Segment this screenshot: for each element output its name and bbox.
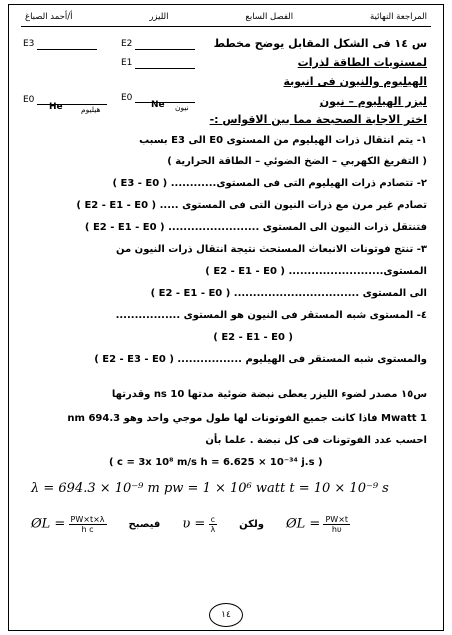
- q15-line1: س١٥ مصدر لضوء الليزر يعطى نبضة ضوئية مدتها 10 ns وقدرتها: [111, 389, 427, 400]
- q14-s6: المستوى......................... ( E2 - E1 - E0 ): [205, 266, 427, 277]
- q14-line3: الهيليوم والنيون فى انبوبة: [283, 75, 427, 88]
- q14-s7: الى المستوى ................................. ( E2 - E1 - E0 ): [150, 288, 427, 299]
- formula-photon-count: ØL = $\frac{PW\times t}{h\upsilon}$: [285, 515, 349, 534]
- q14-s8: ٤- المستوى شبه المستقر فى النيون هو المستوى .................: [115, 310, 427, 321]
- worksheet-page: [8, 4, 444, 631]
- header-author: أ/أحمد الصباغ: [25, 12, 73, 22]
- formula-photon-count-final: ØL = $\frac{PW\times t\times\lambda}{\text{h c}}$: [31, 515, 105, 534]
- header-topic: الليزر: [149, 12, 169, 22]
- fraction-photon-count: $\frac{PW\times t}{h\upsilon}$: [325, 515, 349, 534]
- ne-name: نيون: [175, 103, 189, 112]
- q15-line2: 1 Mwatt فاذا كانت جميع الفوتونات لها طول موجي واحد وهو 694.3 nm: [67, 413, 427, 424]
- ne-level-e1: [135, 68, 195, 69]
- fraction-frequency: $\frac{c}{\lambda}$: [210, 515, 216, 534]
- ne-level-e2: [135, 49, 195, 50]
- q14-s1: ١- يتم انتقال ذرات الهيليوم من المستوى E0 الى E3 بسبب: [139, 135, 427, 146]
- header-review: المراجعة النهائية: [369, 12, 427, 22]
- page-number: ١٤: [209, 603, 243, 627]
- he-level-e3: [37, 49, 97, 50]
- but-text: ولكن: [239, 519, 264, 530]
- e0-ne-label: E0: [121, 93, 133, 103]
- q14-line4: ليزر الهيليوم – نيون: [319, 95, 427, 108]
- q14-s9: ( E2 - E1 - E0 ): [213, 332, 293, 343]
- page-header: [25, 9, 427, 25]
- he-symbol: He: [49, 102, 63, 112]
- header-divider: [21, 26, 431, 27]
- q15-formula-row: [31, 515, 350, 534]
- e3-label: E3: [23, 39, 35, 49]
- header-chapter: الفصل السابع: [245, 12, 294, 22]
- q14-s1-options: ( التفريغ الكهربي – الضخ الضوئي – الطاقة الحرارية ): [167, 156, 427, 167]
- q14-s2: ٢- تتصادم ذرات الهيليوم التى فى المستوى............ ( E3 - E0 ): [112, 178, 427, 189]
- q14-instruction: اختر الاجابة الصحيحة مما بين الاقواس :-: [209, 113, 427, 126]
- q14-s3: تصادم غير مرن مع ذرات النيون التى فى المستوى ..... ( E2 - E1 - E0 ): [76, 200, 427, 211]
- ne-symbol: Ne: [151, 100, 165, 110]
- e2-label: E2: [121, 39, 133, 49]
- q14-line2: لمستويات الطاقة لذرات: [297, 56, 427, 69]
- q14-s4: فتنتقل ذرات النيون الى المستوى ........................ ( E2 - E1 - E0 ): [84, 222, 427, 233]
- q14-line1: س ١٤ فى الشكل المقابل يوضح مخطط: [213, 37, 427, 50]
- formula-frequency: υ = $\frac{c}{\lambda}$: [182, 515, 216, 534]
- q15-line3: احسب عدد الفوتونات فى كل نبضة . علما بأن: [205, 435, 427, 446]
- fraction-final: $\frac{PW\times t\times\lambda}{\text{h c}}$: [70, 515, 105, 534]
- e0-he-label: E0: [23, 95, 35, 105]
- q14-s10: والمستوى شبه المستقر فى الهيليوم ................. ( E2 - E3 - E0 ): [94, 354, 427, 365]
- becomes-text: فيصبح: [128, 519, 161, 530]
- e1-label: E1: [121, 58, 133, 68]
- he-name: هيليوم: [81, 105, 101, 114]
- q14-s5: ٣- تنتج فوتونات الانبعاث المستحث نتيجة انتقال ذرات النيون من: [115, 244, 427, 255]
- q15-given: λ = 694.3 × 10⁻⁹ m pw = 1 × 10⁶ watt t = 10 × 10⁻⁹ s: [31, 481, 389, 496]
- q15-constants: ( c = 3x 10⁸ m/s h = 6.625 × 10⁻³⁴ j.s ): [109, 457, 323, 468]
